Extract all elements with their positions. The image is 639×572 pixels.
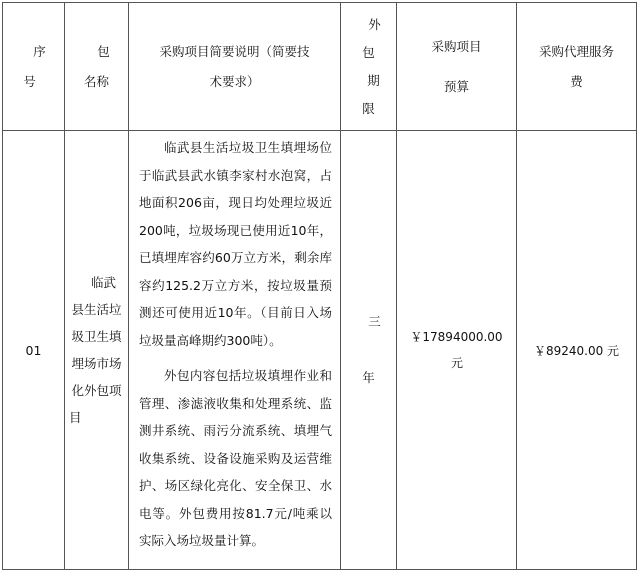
budget-line: ￥17894000.00 bbox=[410, 330, 503, 344]
package-line: 圾卫生填 bbox=[71, 329, 122, 344]
package-line: 目 bbox=[69, 410, 82, 425]
description-paragraph: 临武县生活垃圾卫生填埋场位于临武县武水镇李家村水泡窝，占地面积206亩，现日均处理垃圾近200吨，垃圾场现已使用近10年，已填埋库容约60万立方米，剩余库容约125.2万立方米，按垃圾量预测还可使用近10年。（目前日入场垃圾量高峰期约300吨）。 bbox=[139, 140, 332, 348]
header-no-line: 号 bbox=[23, 73, 36, 89]
header-fee bbox=[517, 3, 637, 131]
row-package bbox=[65, 131, 129, 570]
header-no-line: 序 bbox=[33, 43, 46, 59]
procurement-table bbox=[2, 2, 637, 570]
header-package bbox=[65, 3, 129, 131]
header-description-line: 采购项目简要说明（简要技 bbox=[159, 43, 310, 59]
package-line: 埋场市场 bbox=[71, 356, 122, 371]
header-package-line: 名称 bbox=[83, 73, 109, 89]
header-term-line: 包 bbox=[362, 44, 375, 60]
row-description bbox=[129, 131, 341, 570]
row-fee: ￥89240.00 元 bbox=[517, 131, 637, 570]
description-paragraph: 外包内容包括垃圾填埋作业和管理、渗滤液收集和处理系统、监测井系统、雨污分流系统、填埋气收集系统、设备设施采购及运营维护、场区绿化亮化、安全保卫、水电等。外包费用按81.7元/吨乘以实际入场垃圾量计算。 bbox=[139, 368, 332, 548]
row-term bbox=[341, 131, 397, 570]
term-line: 年 bbox=[362, 370, 375, 385]
package-line: 县生活垃 bbox=[71, 302, 122, 317]
term-line: 三 bbox=[368, 314, 381, 329]
row-no: 01 bbox=[3, 131, 65, 570]
budget-line: 元 bbox=[451, 356, 464, 370]
header-description bbox=[129, 3, 341, 131]
header-budget bbox=[397, 3, 517, 131]
header-budget-line: 采购项目 bbox=[431, 38, 482, 54]
header-term-line: 期 bbox=[367, 72, 380, 88]
header-term-line: 外 bbox=[368, 16, 381, 32]
table-row bbox=[3, 131, 637, 570]
header-budget-line: 预算 bbox=[443, 78, 469, 94]
header-term bbox=[341, 3, 397, 131]
header-package-line: 包 bbox=[97, 43, 110, 59]
header-no bbox=[3, 3, 65, 131]
header-fee-line: 费 bbox=[570, 73, 583, 89]
header-fee-line: 采购代理服务 bbox=[538, 43, 614, 59]
package-line: 化外包项 bbox=[71, 383, 122, 398]
header-row bbox=[3, 3, 637, 131]
header-term-line: 限 bbox=[362, 100, 375, 116]
header-description-line: 术要求） bbox=[209, 73, 260, 89]
row-budget bbox=[397, 131, 517, 570]
package-line: 临武 bbox=[90, 275, 116, 290]
